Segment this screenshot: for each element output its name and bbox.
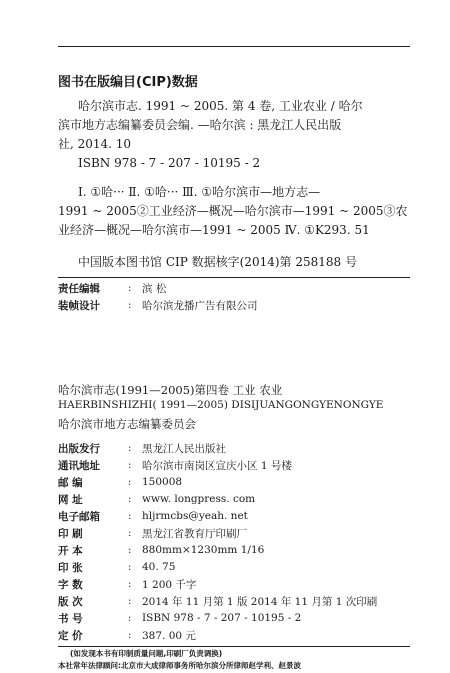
- cip-bottom-rule: [58, 277, 410, 278]
- pub-row: [58, 492, 255, 506]
- pub-value: 880mm×1230mm 1/16: [142, 544, 265, 556]
- separator: :: [128, 510, 132, 522]
- pub-label: 邮 编: [58, 476, 83, 489]
- classification-line: Ⅰ. ①哈··· Ⅱ. ①哈··· Ⅲ. ①哈尔滨市—地方志—: [78, 185, 321, 199]
- pub-value: 哈尔滨市南岗区宣庆小区 1 号楼: [142, 459, 292, 472]
- pub-label: 书 号: [58, 612, 83, 625]
- pub-value: 2014 年 11 月第 1 版 2014 年 11 月第 1 次印刷: [142, 595, 378, 608]
- pub-row: [58, 543, 264, 557]
- pub-label: 开 本: [58, 544, 83, 557]
- pub-label: 电子邮箱: [58, 510, 100, 523]
- legal-counsel: 本社常年法律顾问:北京市大成律师事务所哈尔滨分所律师赵学利、赵景波: [58, 661, 301, 670]
- pub-label: 通讯地址: [58, 459, 100, 472]
- book-compiler: 哈尔滨市地方志编纂委员会: [58, 417, 196, 431]
- separator: :: [128, 544, 132, 556]
- pub-value: ISBN 978 - 7 - 207 - 10195 - 2: [142, 612, 302, 624]
- cip-heading: 图书在版编目(CIP)数据: [58, 75, 198, 90]
- cip-line: 社, 2014. 10: [58, 137, 132, 151]
- pub-label: 定 价: [58, 629, 83, 642]
- designer-row: [58, 298, 258, 312]
- cip-line: 哈尔滨市志. 1991 ~ 2005. 第 4 卷, 工业农业 / 哈尔: [78, 99, 363, 113]
- pub-row: [58, 526, 247, 540]
- separator: :: [128, 595, 132, 607]
- separator: :: [128, 612, 132, 624]
- separator: :: [128, 459, 132, 471]
- pub-value: 150008: [142, 476, 183, 488]
- editor-value: 滨 松: [142, 282, 167, 295]
- separator: :: [128, 476, 132, 488]
- pub-value: 387. 00 元: [142, 629, 196, 642]
- separator: :: [128, 527, 132, 539]
- pub-row: [58, 628, 196, 642]
- pub-row: [58, 509, 248, 523]
- editor-label: 责任编辑: [58, 282, 100, 295]
- cip-library-record: 中国版本图书馆 CIP 数据核字(2014)第 258188 号: [78, 255, 357, 269]
- pub-row: [58, 560, 175, 574]
- editor-row: [58, 281, 166, 295]
- pub-label: 印 刷: [58, 527, 83, 540]
- pub-row: [58, 441, 226, 455]
- pub-value: 黑龙江省教育厅印刷厂: [142, 527, 247, 540]
- separator: :: [128, 629, 132, 641]
- pub-value: hljrmcbs@yeah. net: [142, 510, 248, 522]
- footer-rule: [58, 646, 410, 647]
- pub-label: 网 址: [58, 493, 83, 506]
- pub-label: 出版发行: [58, 442, 100, 455]
- pub-value: 1 200 千字: [142, 578, 197, 591]
- cip-line: ISBN 978 - 7 - 207 - 10195 - 2: [78, 156, 261, 170]
- classification-line: 业经济—概况—哈尔滨市—1991 ~ 2005 Ⅳ. ①K293. 51: [58, 223, 370, 237]
- pub-row: [58, 475, 182, 489]
- pub-label: 版 次: [58, 595, 83, 608]
- book-title-pinyin: HAERBINSHIZHI( 1991—2005) DISIJUANGONGYENONGYE: [58, 399, 384, 411]
- separator: :: [128, 493, 132, 505]
- book-title-cn: 哈尔滨市志(1991—2005)第四卷 工业 农业: [58, 383, 283, 397]
- separator: :: [128, 578, 132, 590]
- pub-label: 字 数: [58, 578, 83, 591]
- separator: :: [128, 561, 132, 573]
- pub-value: 黑龙江人民出版社: [142, 442, 226, 455]
- designer-label: 装帧设计: [58, 299, 100, 312]
- separator: :: [128, 282, 132, 294]
- classification-line: 1991 ~ 2005②工业经济—概况—哈尔滨市—1991 ~ 2005③农: [58, 204, 408, 218]
- quality-note: (如发现本书有印制质量问题,印刷厂负责调换): [70, 649, 223, 658]
- pub-value: 40. 75: [142, 561, 176, 573]
- separator: :: [128, 299, 132, 311]
- pub-label: 印 张: [58, 561, 83, 574]
- pub-row: [58, 611, 301, 625]
- pub-row: [58, 577, 196, 591]
- top-rule: [58, 46, 410, 47]
- pub-row: [58, 594, 377, 608]
- cip-line: 滨市地方志编纂委员会编. —哈尔滨 : 黑龙江人民出版: [58, 118, 342, 132]
- pub-value: www. longpress. com: [142, 493, 256, 505]
- pub-row: [58, 458, 292, 472]
- designer-value: 哈尔滨龙播广告有限公司: [142, 299, 258, 312]
- separator: :: [128, 442, 132, 454]
